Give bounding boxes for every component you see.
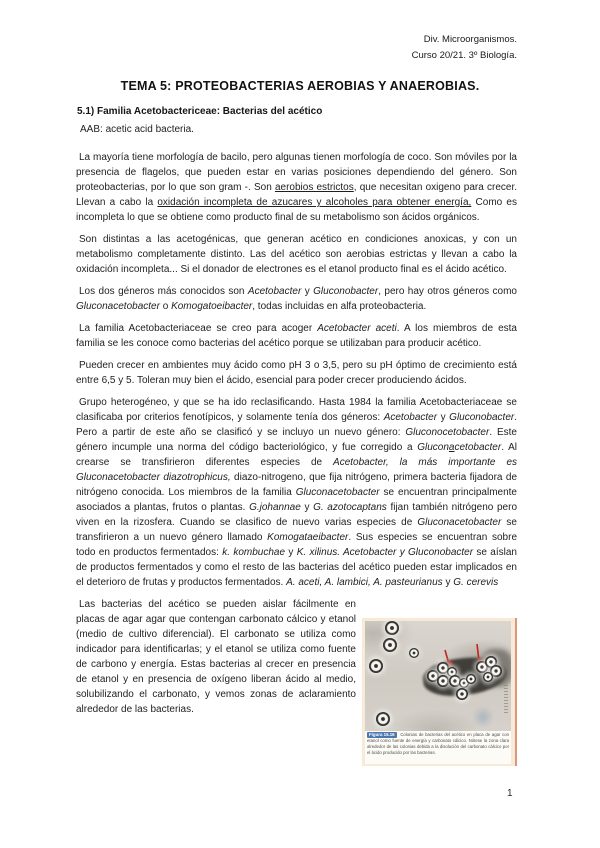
bacterial-colony (483, 672, 493, 682)
figure-label: Figura 15.16 (369, 732, 395, 737)
figure-caption (365, 731, 511, 764)
red-arrow (477, 644, 479, 661)
page-title: TEMA 5: PROTEOBACTERIAS AEROBIAS Y ANAEROBIAS. (120, 79, 480, 93)
header-line-1: Div. Microorganismos. (423, 34, 517, 45)
bacterial-colony (385, 621, 399, 635)
paragraph-family-origin: La familia Acetobacteriaceae se creo para acoger Acetobacter aceti. A los miembros de esta familia se les conoce como bacterias del acético porque se utilizaban para producir acético. (76, 323, 517, 349)
page-number: 1 (507, 788, 513, 799)
paragraph-genera: Los dos géneros más conocidos son Acetobacter y Gluconobacter, pero hay otros géneros como Gluconacetobacter o Komogatoeibacter, todas incluidas en alfa proteobacteria. (76, 286, 517, 312)
photo-credit-mark (504, 683, 508, 713)
section-heading: 5.1) Familia Acetobactericeae: Bacterias del acético (77, 106, 323, 117)
bacterial-colony (456, 688, 468, 700)
paragraph-isolation: Las bacterias del acético se pueden aislar fácilmente en placas de agar agar que contengan carbonato cálcico y etanol (medio de cultivo diferencial). El carbonato se utiliza como indicador para identificarlas; y el etanol se utiliza como fuente de carbono y energía. Estas bacterias al crecer en presencia de etanol y en presencia de oxígeno liberan ácido al medio, solubilizando el carbonato, y vemos zonas de aclaramiento alrededor de las bacterias. (76, 599, 356, 715)
figure-caption-text: Colonias de bacterias del acético en placa de agar con etanol como fuente de energía y carbonato cálcico. Nótese la zona clara alrededor de las colonias debida a la disolución del carbonato cálcico por el ácido producido por las bacterias. (367, 732, 510, 755)
bacterial-colony (409, 648, 419, 658)
figure-photo (365, 621, 511, 731)
paragraph-ph: Pueden crecer en ambientes muy ácido como pH 3 o 3,5, pero su pH óptimo de crecimiento está entre 6,5 y 5. Toleran muy bien el ácido, esencial para poder crecer produciendo ácidos. (76, 360, 517, 386)
paragraph-reclassification: Grupo heterogéneo, y que se ha ido reclasificando. Hasta 1984 la familia Acetobacteriaceae se clasificaba por criterios fenotípicos, y solamente tenía dos géneros: Acetobacter y Gluconobacter. Pero a partir de este año se clasificó y se incluyo un nuevo género: Gluconocetobacter. Este género incumple una norma del código bacteriológico, y fue corregido a Gluconacetobacter. Al crearse se transfirieron diferentes especies de Acetobacter, la más importante es Gluconacetobacter diazotrophicus, diazo-nitrogeno, que fija nitrógeno, primera bacteria fijadora de nitrógeno conocida. Los miembros de la familia Gluconacetobacter se encuentran principalmente asociados a plantas, frutos o plantas. G.johannae y G. azotocaptans fijan también nitrógeno pero viven en la rizosfera. Cuando se clasifico de nuevo varias especies de Gluconacetobacter se transfirieron a un nuevo género llamado Komogataeibacter. Sus especies se encuentran sobre todo en productos fermentados: k. kombuchae y K. xilinus. Acetobacter y Gluconobacter se aíslan de productos fermentados y como el resto de las bacterias del acético pueden estar implicados en el deterioro de frutas y productos fermentados. A. aceti, A. lambici, A. pasteurianus y G. cerevis (76, 397, 518, 588)
paragraph-acetogenics: Son distintas a las acetogénicas, que generan acético en condiciones anoxicas, y con un metabolismo completamente distinto. Las del acético son aerobias estrictas y llevan a cabo la oxidación incompleta... Si el donador de electrones es el etanol producto final es el ácido acético. (76, 234, 517, 275)
bacterial-colony (383, 638, 397, 652)
document-header (412, 32, 517, 63)
bacterial-colony (369, 659, 383, 673)
header-line-2: Curso 20/21. 3º Biología. (411, 49, 517, 61)
paragraph-morphology: La mayoría tiene morfología de bacilo, pero algunas tienen morfología de coco. Son móviles por la presencia de flagelos, que pueden estar en varias posiciones dependiendo del género. Son proteobacterias, por lo que son gram -. Son aerobios estrictos, que necesitan oxigeno para crecer. Llevan a cabo la oxidación incompleta de azucares y alcoholes para obtener energía, Como es incompleta lo que se obtiene como producto final de su metabolismo son ácidos orgánicos. (76, 152, 517, 223)
abbreviation-note: AAB: acetic acid bacteria. (80, 124, 194, 135)
bacterial-colony (466, 674, 476, 684)
figure-acetic-colonies (362, 618, 517, 766)
bacterial-colony (437, 675, 449, 687)
bacterial-colony (376, 712, 390, 726)
